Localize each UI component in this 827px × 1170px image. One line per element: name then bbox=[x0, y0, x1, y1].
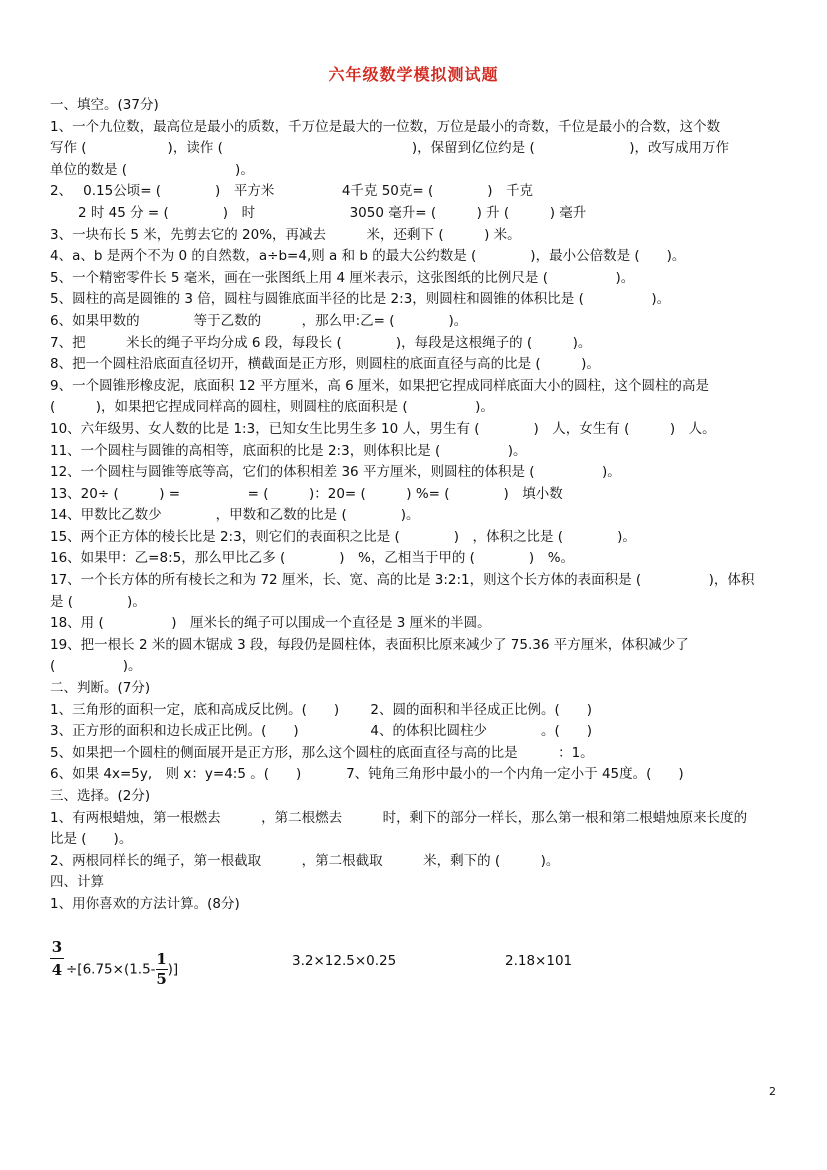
question-line: 1、三角形的面积一定，底和高成反比例。( ) 2、圆的面积和半径成正比例。( ) bbox=[50, 701, 593, 718]
question-line: 3、正方形的面积和边长成正比例。( ) 4、的体积比圆柱少 。( ) bbox=[50, 723, 593, 740]
question-line: 3、一块布长 5 米，先剪去它的 20%，再减去 米，还剩下 ( ) 米。 bbox=[50, 226, 521, 243]
question-line: 写作 ( )，读作 ( )，保留到亿位约是 ( )，改写成用万作 bbox=[50, 140, 729, 157]
question-line: 5、一个精密零件长 5 毫米，画在一张图纸上用 4 厘米表示，这张图纸的比例尺是 ( )。 bbox=[50, 269, 635, 286]
question-line: 5、圆柱的高是圆锥的 3 倍，圆柱与圆锥底面半径的比是 2:3，则圆柱和圆锥的体积比是 ( )。 bbox=[50, 291, 671, 308]
question-line: 2、 0.15公顷= ( ) 平方米 4千克 50克= ( ) 千克 bbox=[50, 183, 534, 200]
question-line: 1、一个九位数，最高位是最小的质数，千万位是最大的一位数，万位是最小的奇数，千位是最小的合数，这个数 bbox=[50, 118, 721, 135]
question-line: 10、六年级男、女人数的比是 1:3，已知女生比男生多 10 人，男生有 ( ) 人，女生有 ( ) 人。 bbox=[50, 420, 716, 437]
fraction-numerator: 1 bbox=[156, 950, 167, 968]
question-line: 是 ( )。 bbox=[50, 593, 146, 610]
question-line: 2 时 45 分 = ( ) 时 3050 毫升= ( ) 升 ( ) 毫升 bbox=[78, 204, 587, 221]
question-line: 1、用你喜欢的方法计算。(8分) bbox=[50, 895, 240, 912]
question-line: ( )。 bbox=[50, 658, 142, 675]
section-heading-judge: 二、判断。(7分) bbox=[50, 680, 151, 697]
question-line: 11、一个圆柱与圆锥的高相等，底面积的比是 2:3，则体积比是 ( )。 bbox=[50, 442, 527, 459]
question-line: 14、甲数比乙数少 ，甲数和乙数的比是 ( )。 bbox=[50, 507, 420, 524]
section-heading-choice: 三、选择。(2分) bbox=[50, 788, 151, 804]
page-number: 2 bbox=[769, 1085, 776, 1098]
question-line: 19、把一根长 2 米的圆木锯成 3 段，每段仍是圆柱体，表面积比原来减少了 75.36 平方厘米，体积减少了 bbox=[50, 636, 689, 653]
fraction-denominator: 5 bbox=[156, 970, 167, 989]
question-line: 12、一个圆柱与圆锥等底等高，它们的体积相差 36 平方厘米，则圆柱的体积是 ( )。 bbox=[50, 464, 621, 481]
section-heading-fill: 一、填空。(37分) bbox=[50, 97, 159, 113]
fraction-denominator: 4 bbox=[51, 961, 63, 980]
expression-1-end: )] bbox=[167, 961, 179, 978]
question-line: 16、如果甲：乙=8:5，那么甲比乙多 ( ) %，乙相当于甲的 ( ) %。 bbox=[50, 550, 575, 567]
question-line: 9、一个圆锥形橡皮泥，底面积 12 平方厘米，高 6 厘米，如果把它捏成同样底面大小的圆柱，这个圆柱的高是 bbox=[50, 377, 710, 394]
fraction-bar bbox=[50, 958, 64, 959]
calculation-row bbox=[50, 938, 785, 989]
question-line: 4、a、b 是两个不为 0 的自然数，a÷b=4,则 a 和 b 的最大公约数是 ( )，最小公倍数是 ( )。 bbox=[50, 248, 686, 265]
expression-3: 2.18×101 bbox=[505, 953, 573, 969]
question-line: 1、有两根蜡烛，第一根燃去 ，第二根燃去 时，剩下的部分一样长，那么第一根和第二根蜡烛原来长度的 bbox=[50, 809, 748, 826]
question-line: 5、如果把一个圆柱的侧面展开是正方形，那么这个圆柱的底面直径与高的比是 ：1。 bbox=[50, 744, 594, 761]
fraction-one-fifth bbox=[156, 951, 168, 988]
question-line: 18、用 ( ) 厘米长的绳子可以围成一个直径是 3 厘米的半圆。 bbox=[50, 615, 491, 632]
exam-title: 六年级数学模拟测试题 bbox=[328, 65, 499, 84]
question-line: 比是 ( )。 bbox=[50, 831, 133, 848]
question-line: 2、两根同样长的绳子，第一根截取 ，第二根截取 米，剩下的 ( )。 bbox=[50, 852, 560, 869]
question-line: 7、把 米长的绳子平均分成 6 段，每段长 ( )，每段是这根绳子的 ( )。 bbox=[50, 334, 592, 351]
question-line: 15、两个正方体的棱长比是 2:3，则它们的表面积之比是 ( ) ，体积之比是 ( )。 bbox=[50, 528, 636, 545]
question-line: 6、如果 4x=5y, 则 x：y=4:5 。( ) 7、钝角三角形中最小的一个内角一定小于 45度。( ) bbox=[50, 766, 684, 783]
expression-1 bbox=[66, 951, 178, 988]
question-line: 单位的数是 ( )。 bbox=[50, 161, 254, 178]
question-line: 8、把一个圆柱沿底面直径切开，横截面是正方形，则圆柱的底面直径与高的比是 ( )。 bbox=[50, 356, 600, 373]
fraction-three-quarters bbox=[50, 938, 64, 979]
section-heading-calc: 四、计算 bbox=[50, 874, 104, 891]
fraction-numerator: 3 bbox=[51, 938, 63, 956]
question-line: 13、20÷ ( ) = = ( )：20= ( ) %= ( ) 填小数 bbox=[50, 485, 563, 502]
expression-2: 3.2×12.5×0.25 bbox=[292, 953, 397, 969]
expression-1-mid: ÷[6.75×(1.5- bbox=[66, 961, 156, 978]
question-line: ( )，如果把它捏成同样高的圆柱，则圆柱的底面积是 ( )。 bbox=[50, 399, 494, 416]
question-line: 17、一个长方体的所有棱长之和为 72 厘米，长、宽、高的比是 3:2:1，则这个长方体的表面积是 ( )，体积 bbox=[50, 572, 755, 589]
question-line: 6、如果甲数的 等于乙数的 ，那么甲:乙= ( )。 bbox=[50, 312, 468, 329]
question-list bbox=[50, 95, 785, 916]
